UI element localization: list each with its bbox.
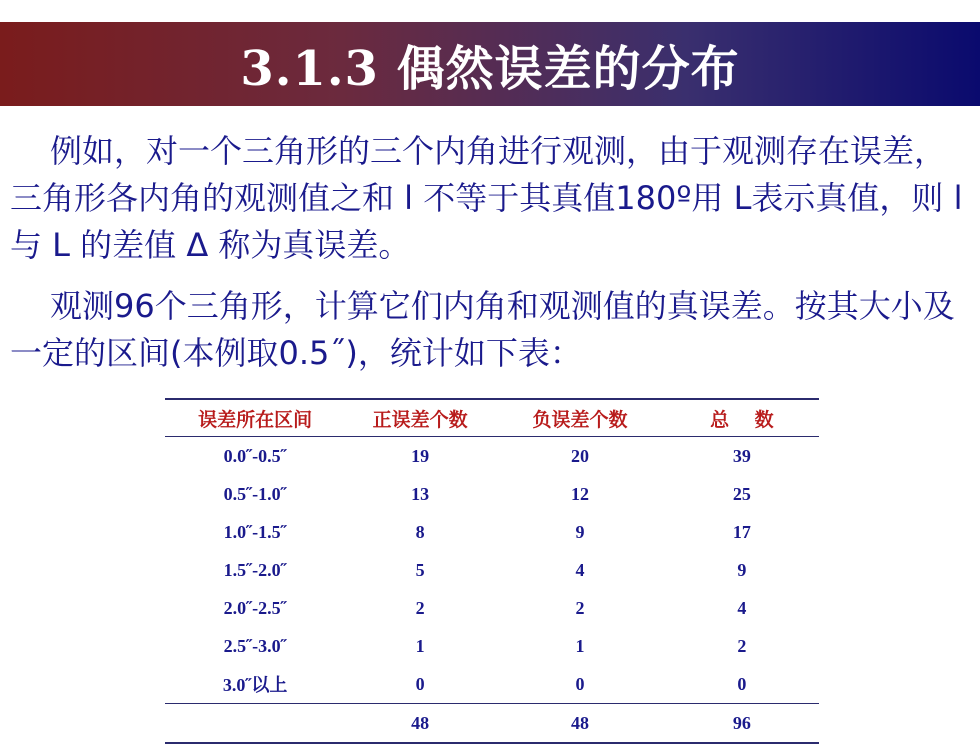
interval-cell: 0.0˝-0.5˝ xyxy=(223,445,287,466)
positive-count-cell: 0 xyxy=(415,673,425,694)
total-count-cell: 17 xyxy=(732,521,751,542)
negative-count-cell: 4 xyxy=(575,559,585,580)
positive-count-cell: 8 xyxy=(415,521,425,542)
interval-cell: 2.0˝-2.5˝ xyxy=(223,597,287,618)
header-interval: 误差所在区间 xyxy=(165,399,345,437)
slide-title: 3.1.3 偶然误差的分布 xyxy=(240,40,740,97)
method-paragraph xyxy=(10,283,972,377)
negative-count-cell: 20 xyxy=(570,445,589,466)
header-negative: 负误差个数 xyxy=(495,399,665,437)
negative-count-cell: 12 xyxy=(570,483,589,504)
method-paragraph-text: 观测96个三角形，计算它们内角和观测值的真误差。按其大小及一定的区间(本例取0.5˝)，统计如下表： xyxy=(10,287,955,372)
positive-count-cell: 19 xyxy=(411,445,430,466)
table-row xyxy=(165,551,819,589)
total-count-cell: 0 xyxy=(737,673,747,694)
interval-cell: 1.0˝-1.5˝ xyxy=(223,521,287,542)
title-banner xyxy=(0,22,980,106)
negative-count-cell: 9 xyxy=(575,521,585,542)
interval-cell: 0.5˝-1.0˝ xyxy=(223,483,287,504)
negative-count-cell: 1 xyxy=(575,635,585,656)
positive-count-cell: 13 xyxy=(411,483,430,504)
interval-cell: 1.5˝-2.0˝ xyxy=(223,559,287,580)
interval-cell: 3.0˝以上 xyxy=(222,675,288,695)
header-positive: 正误差个数 xyxy=(345,399,495,437)
header-total: 总 数 xyxy=(665,399,819,437)
table-row xyxy=(165,589,819,627)
positive-count-cell: 2 xyxy=(415,597,425,618)
negative-count-cell: 0 xyxy=(575,673,585,694)
table-header-row xyxy=(165,399,819,437)
total-count-cell: 4 xyxy=(737,597,747,618)
error-distribution-table xyxy=(165,398,819,744)
total-count-cell: 25 xyxy=(732,483,751,504)
positive-count-cell: 5 xyxy=(415,559,425,580)
interval-cell: 2.5˝-3.0˝ xyxy=(223,635,287,656)
intro-paragraph-text: 例如，对一个三角形的三个内角进行观测，由于观测存在误差，三角形各内角的观测值之和 l 不等于其真值180º用 L表示真值，则 l 与 L 的差值 Δ 称为真误差。 xyxy=(10,132,963,264)
table-row xyxy=(165,665,819,704)
negative-count-cell: 2 xyxy=(575,597,585,618)
table-row xyxy=(165,475,819,513)
table-totals-row xyxy=(165,704,819,744)
positive-total-cell: 48 xyxy=(345,704,495,744)
total-count-cell: 39 xyxy=(732,445,751,466)
table-row xyxy=(165,627,819,665)
intro-paragraph xyxy=(10,128,972,269)
total-count-cell: 2 xyxy=(737,635,747,656)
total-count-cell: 9 xyxy=(737,559,747,580)
table-row xyxy=(165,513,819,551)
totals-label-cell xyxy=(165,704,345,744)
negative-total-cell: 48 xyxy=(495,704,665,744)
positive-count-cell: 1 xyxy=(415,635,425,656)
table-row xyxy=(165,437,819,476)
grand-total-cell: 96 xyxy=(665,704,819,744)
